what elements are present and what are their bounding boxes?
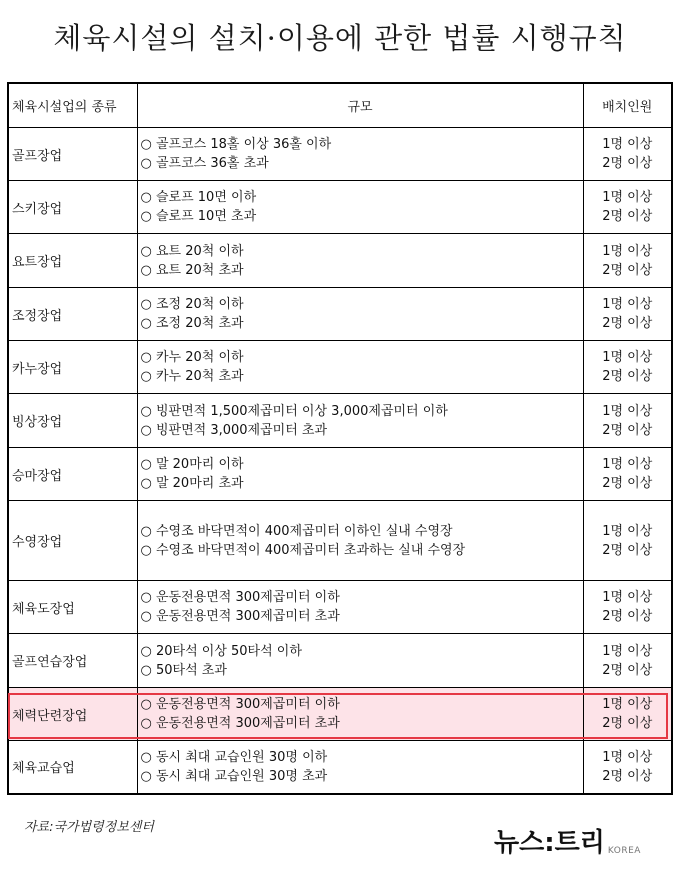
scale-cell bbox=[137, 288, 583, 341]
staff-item: 2명 이상 bbox=[602, 609, 653, 624]
facility-category: 수영장업 bbox=[8, 501, 137, 581]
staff-item: 1명 이상 bbox=[602, 350, 653, 365]
scale-item: ○ 운동전용면적 300제곱미터 초과 bbox=[140, 716, 340, 731]
scale-item: ○ 조정 20척 초과 bbox=[140, 316, 244, 331]
scale-item: ○ 50타석 초과 bbox=[140, 662, 227, 678]
table-row bbox=[8, 634, 672, 688]
scale-cell bbox=[137, 234, 583, 288]
staff-cell bbox=[583, 634, 672, 688]
staff-item: 1명 이상 bbox=[602, 457, 653, 472]
staff-cell bbox=[583, 288, 672, 341]
staff-item: 1명 이상 bbox=[602, 523, 653, 539]
scale-item: ○ 말 20마리 이하 bbox=[140, 457, 244, 472]
scale-item: ○ 운동전용면적 300제곱미터 이하 bbox=[140, 697, 340, 712]
scale-item: ○ 조정 20척 이하 bbox=[140, 297, 244, 312]
scale-item: ○ 동시 최대 교습인원 30명 초과 bbox=[140, 768, 328, 784]
table-row bbox=[8, 181, 672, 234]
scale-cell bbox=[137, 741, 583, 794]
table-row bbox=[8, 501, 672, 581]
staff-item: 1명 이상 bbox=[602, 403, 653, 419]
scale-cell bbox=[137, 394, 583, 448]
staff-item: 2명 이상 bbox=[602, 542, 653, 558]
scale-item: ○ 슬로프 10면 초과 bbox=[140, 209, 257, 224]
table-row bbox=[8, 448, 672, 501]
staff-item: 2명 이상 bbox=[602, 369, 653, 384]
scale-item: ○ 슬로프 10면 이하 bbox=[140, 190, 257, 205]
scale-item: ○ 운동전용면적 300제곱미터 초과 bbox=[140, 609, 340, 624]
staff-item: 1명 이상 bbox=[602, 243, 653, 259]
scale-cell bbox=[137, 688, 583, 741]
staff-item: 2명 이상 bbox=[602, 716, 653, 731]
document-title: 체육시설의 설치·이용에 관한 법률 시행규칙 bbox=[53, 21, 627, 55]
staff-item: 2명 이상 bbox=[602, 156, 653, 171]
staff-item: 2명 이상 bbox=[602, 209, 653, 224]
scale-item: ○ 요트 20척 이하 bbox=[140, 243, 244, 259]
staff-cell bbox=[583, 448, 672, 501]
facility-category: 조정장업 bbox=[8, 288, 137, 341]
scale-cell bbox=[137, 128, 583, 181]
table-row bbox=[8, 288, 672, 341]
facility-category: 승마장업 bbox=[8, 448, 137, 501]
source-caption: 자료:국가법령정보센터 bbox=[24, 820, 154, 835]
staff-item: 2명 이상 bbox=[602, 262, 653, 278]
staff-cell bbox=[583, 581, 672, 634]
staff-cell bbox=[583, 181, 672, 234]
staff-item: 2명 이상 bbox=[602, 768, 653, 784]
staff-item: 1명 이상 bbox=[602, 297, 653, 312]
scale-item: ○ 골프코스 18홀 이상 36홀 이하 bbox=[140, 137, 332, 152]
staff-item: 2명 이상 bbox=[602, 316, 653, 331]
staff-item: 2명 이상 bbox=[602, 662, 653, 678]
staff-item: 1명 이상 bbox=[602, 137, 653, 152]
staff-item: 1명 이상 bbox=[602, 697, 653, 712]
staff-cell bbox=[583, 501, 672, 581]
scale-item: ○ 운동전용면적 300제곱미터 이하 bbox=[140, 590, 340, 605]
facility-category: 체육도장업 bbox=[8, 581, 137, 634]
facility-category: 골프장업 bbox=[8, 128, 137, 181]
header-category: 체육시설업의 종류 bbox=[8, 83, 137, 128]
table-row bbox=[8, 688, 672, 741]
staff-cell bbox=[583, 688, 672, 741]
header-scale: 규모 bbox=[137, 83, 583, 128]
header-staff: 배치인원 bbox=[583, 83, 672, 128]
regulation-table bbox=[7, 82, 673, 795]
table-row bbox=[8, 741, 672, 794]
facility-category: 카누장업 bbox=[8, 341, 137, 394]
scale-item: ○ 요트 20척 초과 bbox=[140, 262, 244, 278]
staff-item: 1명 이상 bbox=[602, 749, 653, 765]
facility-category: 골프연습장업 bbox=[8, 634, 137, 688]
table-row bbox=[8, 128, 672, 181]
staff-cell bbox=[583, 234, 672, 288]
scale-cell bbox=[137, 181, 583, 234]
scale-item: ○ 빙판면적 3,000제곱미터 초과 bbox=[140, 422, 328, 438]
facility-category: 스키장업 bbox=[8, 181, 137, 234]
logo-sub-text: KOREA bbox=[607, 846, 641, 856]
scale-item: ○ 수영조 바닥면적이 400제곱미터 이하인 실내 수영장 bbox=[140, 523, 453, 539]
table-row bbox=[8, 341, 672, 394]
staff-cell bbox=[583, 128, 672, 181]
facility-category: 체육교습업 bbox=[8, 741, 137, 794]
table-row bbox=[8, 394, 672, 448]
staff-cell bbox=[583, 741, 672, 794]
staff-item: 1명 이상 bbox=[602, 590, 653, 605]
staff-item: 2명 이상 bbox=[602, 422, 653, 438]
scale-item: ○ 골프코스 36홀 초과 bbox=[140, 156, 269, 171]
scale-cell bbox=[137, 634, 583, 688]
scale-item: ○ 말 20마리 초과 bbox=[140, 476, 244, 491]
facility-category: 체력단련장업 bbox=[8, 688, 137, 741]
table-row bbox=[8, 581, 672, 634]
staff-item: 2명 이상 bbox=[602, 476, 653, 491]
scale-cell bbox=[137, 341, 583, 394]
scale-cell bbox=[137, 581, 583, 634]
facility-category: 빙상장업 bbox=[8, 394, 137, 448]
scale-cell bbox=[137, 448, 583, 501]
scale-cell bbox=[137, 501, 583, 581]
table-header-row bbox=[8, 83, 672, 128]
news-logo bbox=[494, 822, 641, 859]
scale-item: ○ 20타석 이상 50타석 이하 bbox=[140, 643, 302, 659]
staff-cell bbox=[583, 394, 672, 448]
scale-item: ○ 카누 20척 이하 bbox=[140, 350, 244, 365]
scale-item: ○ 카누 20척 초과 bbox=[140, 369, 244, 384]
logo-main-text: 뉴스:트리 bbox=[494, 828, 605, 858]
scale-item: ○ 동시 최대 교습인원 30명 이하 bbox=[140, 749, 328, 765]
staff-item: 1명 이상 bbox=[602, 643, 653, 659]
staff-cell bbox=[583, 341, 672, 394]
table-row bbox=[8, 234, 672, 288]
scale-item: ○ 수영조 바닥면적이 400제곱미터 초과하는 실내 수영장 bbox=[140, 542, 466, 558]
facility-category: 요트장업 bbox=[8, 234, 137, 288]
staff-item: 1명 이상 bbox=[602, 190, 653, 205]
scale-item: ○ 빙판면적 1,500제곱미터 이상 3,000제곱미터 이하 bbox=[140, 403, 448, 419]
